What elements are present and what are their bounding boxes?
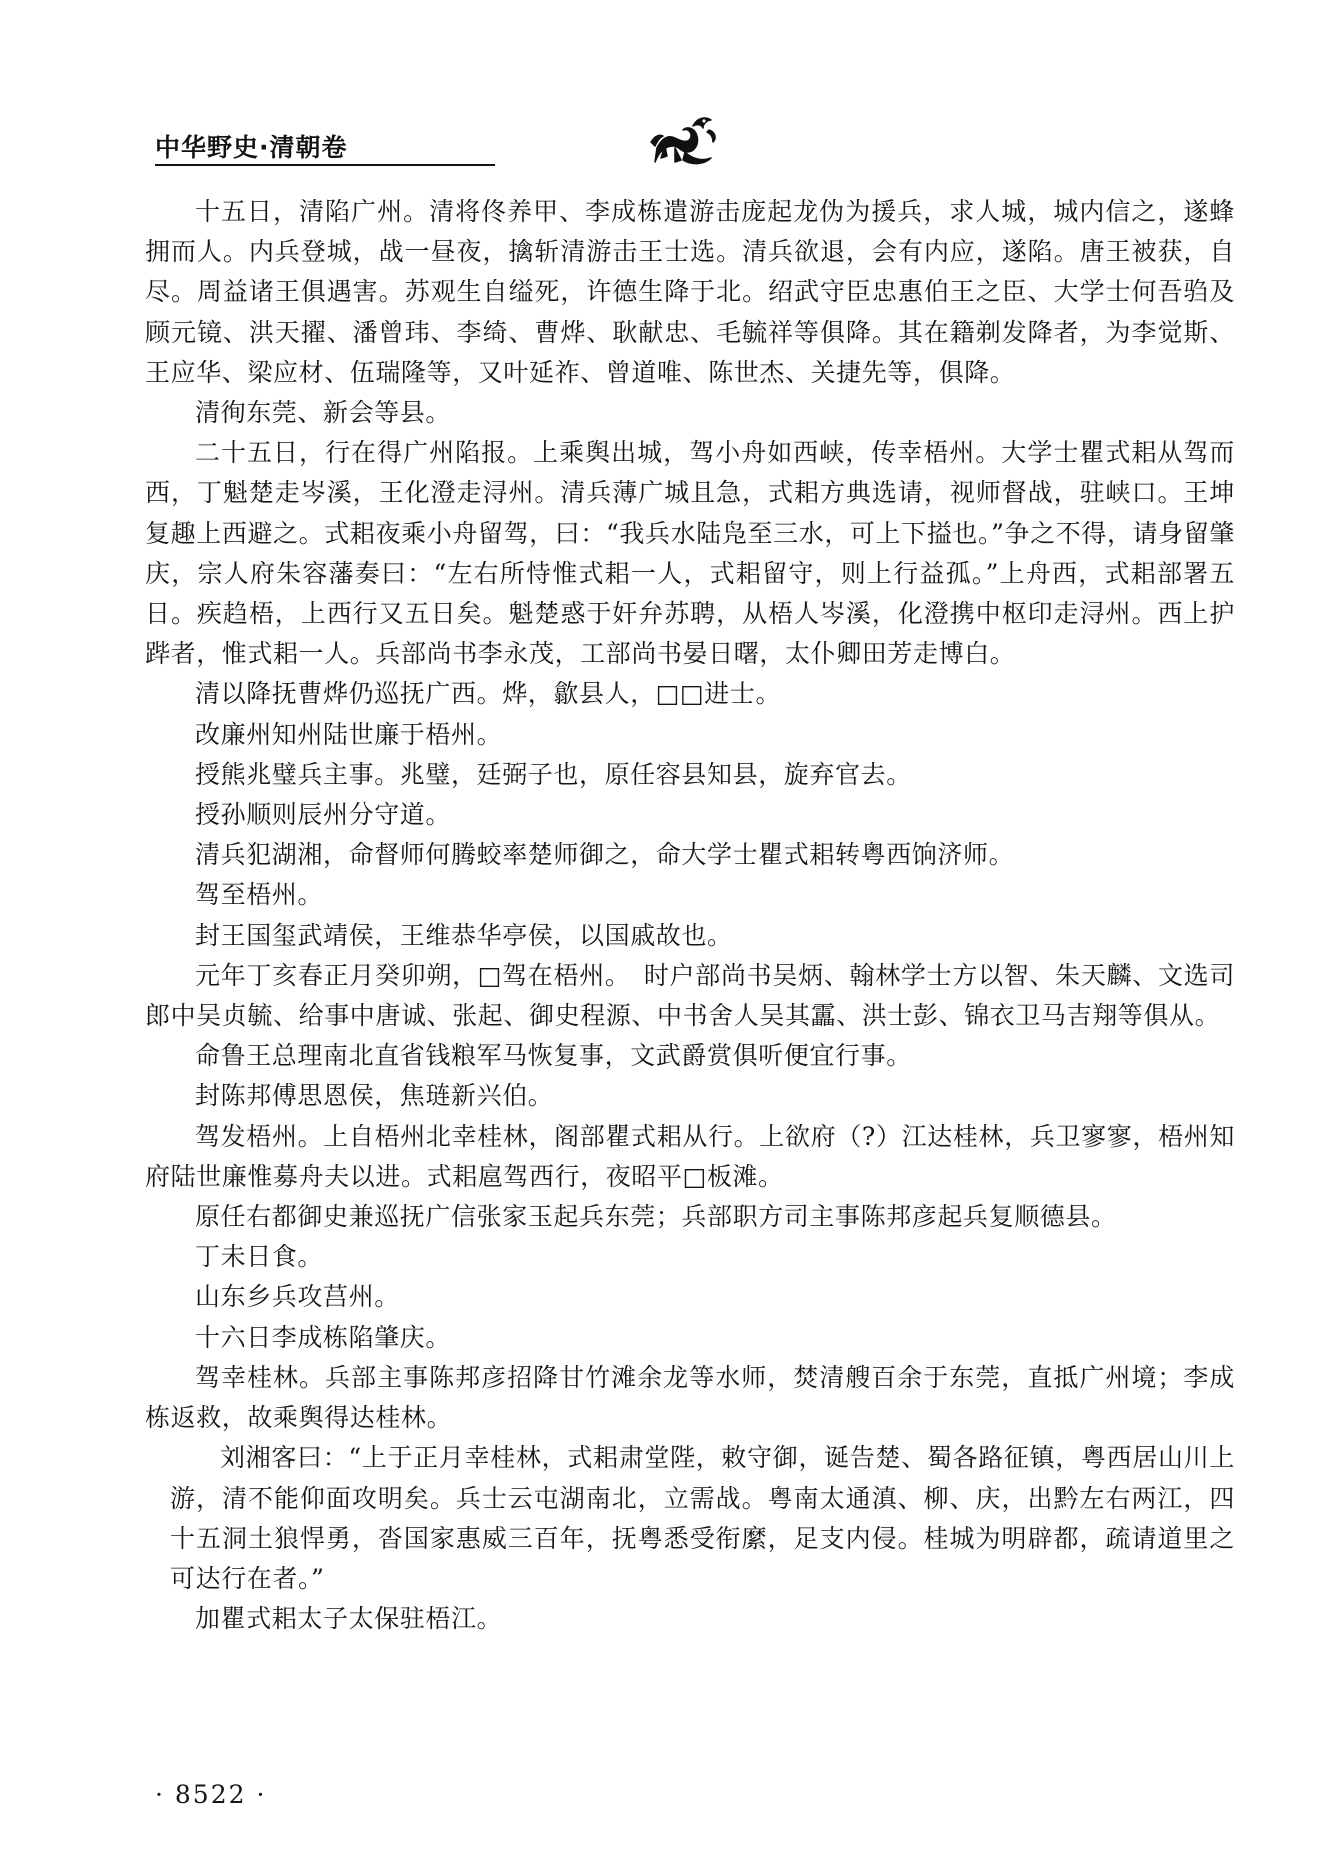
paragraph: 命鲁王总理南北直省钱粮军马恢复事，文武爵赏俱听便宜行事。 [195,1041,912,1071]
paragraph: 封王国玺武靖侯，王维恭华亭侯，以国戚故也。 [195,920,733,950]
paragraph: 山东乡兵攻莒州。 [195,1282,400,1312]
paragraph: 清以降抚曹烨仍巡抚广西。烨，歙县人，□□进士。 [195,679,782,709]
paragraph: 清徇东莞、新会等县。 [195,398,452,428]
quote-paragraph: 刘湘客曰：“上于正月幸桂林，式耜肃堂陛，敕守御，诞告楚、蜀各路征镇，粤西居山川上游，清不能仰面攻明矣。兵士云屯湖南北，立需战。粤南太通滇、柳、庆，出黔左右两江，四十五洞土狼悍勇，沓国家惠威三百年，抚粤悉受衔縻，足支内侵。桂城为明辟都，疏请道里之可达行在者。” [170,1443,1235,1593]
paragraph: 加瞿式耜太子太保驻梧江。 [195,1604,503,1634]
paragraph: 驾发梧州。上自梧州北幸桂林，阁部瞿式耜从行。上欲府（?）江达桂林，兵卫寥寥，梧州知府陆世廉惟募舟夫以进。式耜扈驾西行，夜昭平□板滩。 [145,1121,1235,1191]
paragraph: 驾至梧州。 [195,880,324,910]
paragraph: 二十五日，行在得广州陷报。上乘舆出城，驾小舟如西峡，传幸梧州。大学士瞿式耜从驾而西，丁魁楚走岑溪，王化澄走浔州。清兵薄广城且急，式耜方典选请，视师督战，驻峡口。王坤复趣上西避之。式耜夜乘小舟留驾，曰：“我兵水陆凫至三水，可上下搤也。”争之不得，请身留肇庆，宗人府朱容藩奏曰：“左右所恃惟式耜一人，式耜留守，则上行益孤。”上舟西，式耜部署五日。疾趋梧，上西行又五日矣。魁楚惑于奸弁苏聘，从梧人岑溪，化澄携中枢印走浔州。西上护跸者，惟式耜一人。兵部尚书李永茂，工部尚书晏日曙，太仆卿田芳走博白。 [145,438,1235,669]
header-rule [155,164,495,166]
paragraph: 授孙顺则辰州分守道。 [195,800,452,830]
paragraph: 原任右都御史兼巡抚广信张家玉起兵东莞；兵部职方司主事陈邦彦起兵复顺德县。 [195,1202,1117,1232]
paragraph: 封陈邦傅思恩侯，焦琏新兴伯。 [195,1081,554,1111]
paragraph: 改廉州知州陆世廉于梧州。 [195,719,503,749]
paragraph: 驾幸桂林。兵部主事陈邦彦招降甘竹滩余龙等水师，焚清艘百余于东莞，直抵广州境；李成栋返救，故乘舆得达桂林。 [145,1362,1235,1433]
paragraph: 元年丁亥春正月癸卯朔，□驾在梧州。 时户部尚书吴炳、翰林学士方以智、朱天麟、文选司郎中吴贞毓、给事中唐诚、张起、御史程源、中书舍人吴其靁、洪士彭、锦衣卫马吉翔等俱从。 [145,960,1235,1031]
running-header [155,120,1235,172]
page-number: · 8522 · [155,1780,267,1809]
body-text [145,192,1235,1639]
paragraph: 十六日李成栋陷肇庆。 [195,1322,452,1352]
paragraph: 十五日，清陷广州。清将佟养甲、李成栋遣游击庞起龙伪为援兵，求人城，城内信之，遂蜂拥而人。内兵登城，战一昼夜，擒斩清游击王士选。清兵欲退，会有内应，遂陷。唐王被获，自尽。周益诸王俱遇害。苏观生自缢死，许德生降于北。绍武守臣忠惠伯王之臣、大学士何吾驺及顾元镜、洪天擢、潘曾玮、李绮、曹烨、耿献忠、毛毓祥等俱降。其在籍剃发降者，为李觉斯、王应华、梁应材、伍瑞隆等，又叶延祚、曾道唯、陈世杰、关捷先等，俱降。 [145,197,1235,387]
paragraph: 丁未日食。 [195,1242,324,1272]
paragraph: 清兵犯湖湘，命督师何腾蛟率楚师御之，命大学士瞿式耜转粤西饷济师。 [195,840,1015,870]
paragraph: 授熊兆璧兵主事。兆璧，廷弼子也，原任容县知县，旋弃官去。 [195,759,912,789]
dragon-emblem-icon [645,112,719,172]
header-title: 中华野史·清朝卷 [155,133,348,162]
